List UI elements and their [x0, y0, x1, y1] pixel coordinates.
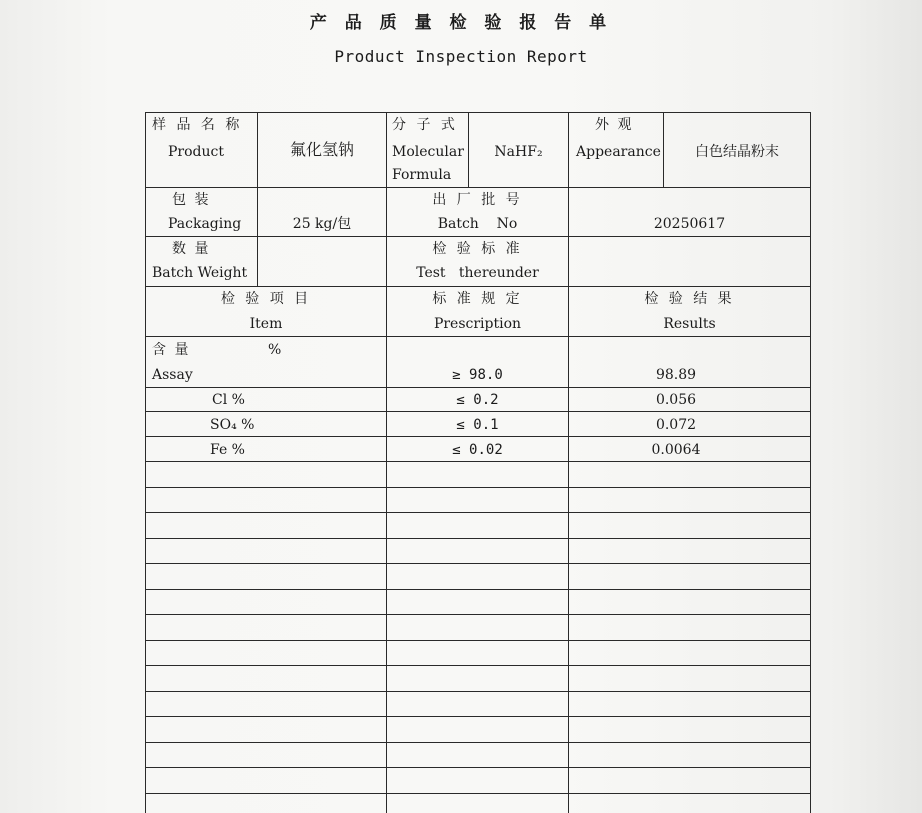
table-line [145, 236, 811, 237]
table-line [145, 286, 811, 287]
table-line [145, 691, 811, 692]
report-title-cn: 产 品 质 量 检 验 报 告 单 [309, 13, 613, 33]
row-spec: ≥ 98.0 [452, 367, 503, 383]
appearance-label-cn: 外 观 [595, 117, 634, 133]
weight-label-en: Batch Weight [152, 265, 248, 281]
table-line [145, 411, 811, 412]
table-line [145, 512, 811, 513]
packaging-label-cn: 包 装 [172, 192, 211, 208]
column-header-item-en: Item [249, 316, 283, 332]
row-item: SO₄ % [210, 417, 255, 433]
batch-label-cn: 出 厂 批 号 [432, 192, 523, 208]
table-line [145, 187, 811, 188]
assay-unit: % [268, 342, 282, 358]
table-col-divider [257, 112, 258, 286]
product-label-cn: 样 品 名 称 [152, 117, 243, 133]
row-result: 0.056 [655, 392, 697, 408]
row-item: Fe % [210, 442, 245, 458]
table-line [145, 563, 811, 564]
table-line [145, 742, 811, 743]
column-header-prescription-en: Prescription [433, 316, 522, 332]
weight-label-cn: 数 量 [172, 241, 211, 257]
assay-label-en: Assay [152, 367, 193, 383]
product-value: 氟化氢钠 [289, 140, 354, 159]
packaging-value: 25 kg/包 [292, 216, 352, 232]
standard-label-cn: 检 验 标 准 [432, 241, 523, 257]
product-label-en: Product [168, 144, 224, 160]
formula-label-cn: 分 子 式 [392, 117, 458, 133]
assay-label-cn: 含 量 [152, 342, 191, 358]
table-border-right [810, 112, 811, 813]
table-line [145, 436, 811, 437]
row-result: 0.072 [655, 417, 697, 433]
appearance-value: 白色结晶粉末 [695, 144, 779, 160]
row-spec: ≤ 0.1 [456, 417, 499, 433]
table-line [145, 461, 811, 462]
packaging-label-en: Packaging [168, 216, 242, 232]
batch-value: 20250617 [653, 216, 726, 232]
row-spec: ≤ 0.2 [456, 392, 499, 408]
table-border-top [145, 112, 811, 113]
standard-label-en: Test thereunder [416, 265, 539, 281]
column-header-item-cn: 检 验 项 目 [220, 291, 312, 307]
row-result: 98.89 [655, 367, 697, 383]
table-border-left [145, 112, 146, 813]
column-header-results-en: Results [663, 316, 716, 332]
table-line [145, 665, 811, 666]
column-header-prescription-cn: 标 准 规 定 [432, 291, 523, 307]
table-line [145, 336, 811, 337]
table-line [145, 793, 811, 794]
table-line [145, 614, 811, 615]
row-spec: ≤ 0.02 [452, 442, 503, 458]
report-title-en: Product Inspection Report [334, 47, 588, 66]
table-line [145, 589, 811, 590]
row-result: 0.0064 [651, 442, 701, 458]
formula-label-en-1: Molecular [392, 144, 464, 160]
formula-label-en-2: Formula [392, 167, 452, 183]
row-item: Cl % [212, 392, 245, 408]
column-header-results-cn: 检 验 结 果 [644, 291, 735, 307]
table-line [145, 487, 811, 488]
table-line [145, 538, 811, 539]
table-line [145, 716, 811, 717]
table-line [145, 640, 811, 641]
formula-value: NaHF₂ [494, 144, 543, 160]
table-line [145, 767, 811, 768]
batch-label-en: Batch No [437, 216, 518, 232]
table-line [145, 387, 811, 388]
appearance-label-en: Appearance [576, 144, 661, 160]
